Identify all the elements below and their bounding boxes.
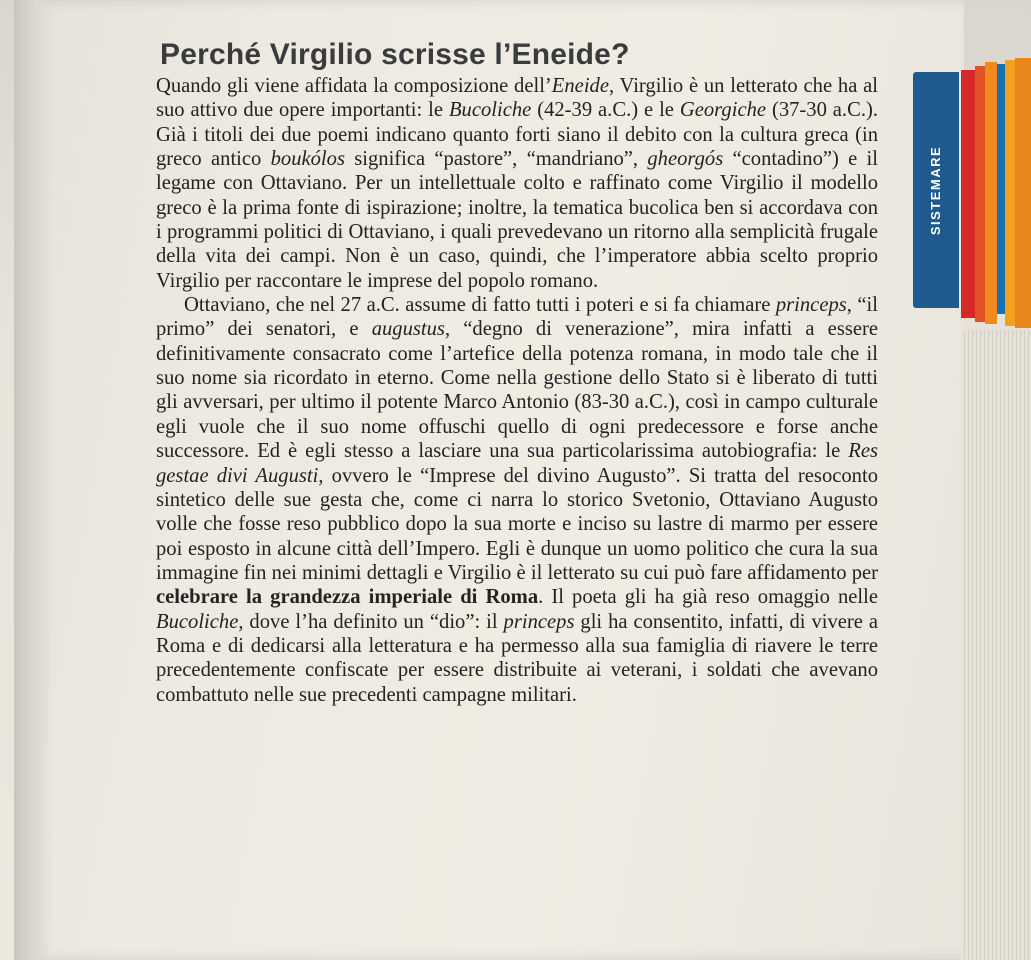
- tab-stripe-amber: [1015, 58, 1031, 328]
- p2-text-13: gli ha consentito, infatti, di vivere a Roma e di dedicarsi alla letteratura e ha permesso alla sua famiglia di riavere le terre precedentemente confiscate per essere distribuite ai veterani, i soldati che avevano combattuto nelle sue precedenti campagne militari.: [156, 610, 878, 706]
- tab-stripe-red: [961, 70, 975, 318]
- p1-text-5: (42-39 a.C.) e le: [531, 99, 680, 122]
- p2-text-9: . Il poeta gli ha già reso omaggio nelle: [538, 586, 878, 609]
- p1-italic-bucoliche: Bucoliche: [448, 99, 532, 122]
- paragraph-2: [156, 293, 878, 707]
- tab-stripe-blue: [997, 64, 1005, 314]
- p1-italic-georgiche: Georgiche: [679, 99, 767, 122]
- p2-italic-res-gestae: Res gestae divi Augusti: [156, 440, 878, 487]
- p1-italic-boukolos: boukólos: [270, 148, 345, 171]
- p2-italic-augustus: augustus: [371, 318, 445, 341]
- p2-text-1: Ottaviano, che nel 27 a.C. assume di fatto tutti i poteri e si fa chiamare: [184, 294, 776, 317]
- p1-text-9: significa “pastore”, “mandriano”,: [344, 148, 648, 171]
- page-title: Perché Virgilio scrisse l’Eneide?: [160, 38, 630, 71]
- p1-text-1: Quando gli viene affidata la composizione dell’: [156, 75, 552, 97]
- p2-italic-princeps-2: princeps: [503, 610, 575, 633]
- paragraph-1: [156, 74, 878, 293]
- tab-stripe-red-orange: [975, 66, 985, 322]
- tab-sistemare-label-wrap: [913, 72, 959, 308]
- p1-text-11: “contadino”) e il legame con Ottaviano. Per un intellettuale colto e raffinato come Virgilio il modello greco è la prima fonte di ispirazione; inoltre, la tematica bucolica ben si accordava con i programmi politici di Ottaviano, i quali prevedevano un ritorno alla semplicità frugale della vita dei campi. Non è un caso, quindi, che l’imperatore abbia scelto proprio Virgilio per raccontare le imprese del popolo romano.: [156, 148, 878, 292]
- p2-bold-celebrare: celebrare la grandezza imperiale di Roma: [156, 586, 539, 609]
- p2-text-5: , “degno di venerazione”, mira infatti a essere definitivamente consacrato come l’artefice della potenza romana, in modo tale che il suo nome sia ricordato in eterno. Come nella gestione dello Stato si è liberato di tutti gli avversari, per ultimo il potente Marco Antonio (83-30 a.C.), così in campo culturale egli vuole che il suo nome offuschi quello di ogni predecessore e forse anche successore. Ed è egli stesso a lasciare una sua particolarissima autobiografia: le: [156, 318, 878, 463]
- tab-stripe-orange: [985, 62, 997, 324]
- p1-italic-eneide: Eneide: [551, 75, 609, 97]
- tab-sistemare-label: SISTEMARE: [928, 145, 944, 235]
- section-tabs: [911, 0, 1031, 960]
- p2-text-3: , “il primo” dei senatori, e: [156, 294, 878, 341]
- tab-stripe-yellow: [1005, 60, 1015, 326]
- p2-text-11: , dove l’ha definito un “dio”: il: [238, 610, 504, 633]
- p1-text-3: , Virgilio è un letterato che ha al suo attivo due opere importanti: le: [156, 75, 878, 122]
- page-binding-shadow: [14, 0, 54, 960]
- p2-italic-bucoliche: Bucoliche: [156, 610, 239, 633]
- body-text: [156, 74, 878, 707]
- p2-text-7: , ovvero le “Imprese del divino Augusto”. Si tratta del resoconto sintetico delle sue gesta che, come ci narra lo storico Svetonio, Ottaviano Augusto volle che fosse reso pubblico dopo la sua morte e inciso su lastre di marmo per essere poi esposto in alcune città dell’Impero. Egli è dunque un uomo politico che cura la sua immagine fin nei minimi dettagli e Virgilio è il letterato su cui può fare affidamento per: [156, 464, 878, 584]
- page-edges: [961, 330, 1031, 960]
- p1-text-7: (37-30 a.C.). Già i titoli dei due poemi indicano quanto forti siano il debito con la cultura greca (in greco antico: [156, 99, 878, 171]
- p1-italic-gheorgos: gheorgós: [647, 148, 724, 171]
- p2-italic-princeps: princeps: [775, 294, 847, 317]
